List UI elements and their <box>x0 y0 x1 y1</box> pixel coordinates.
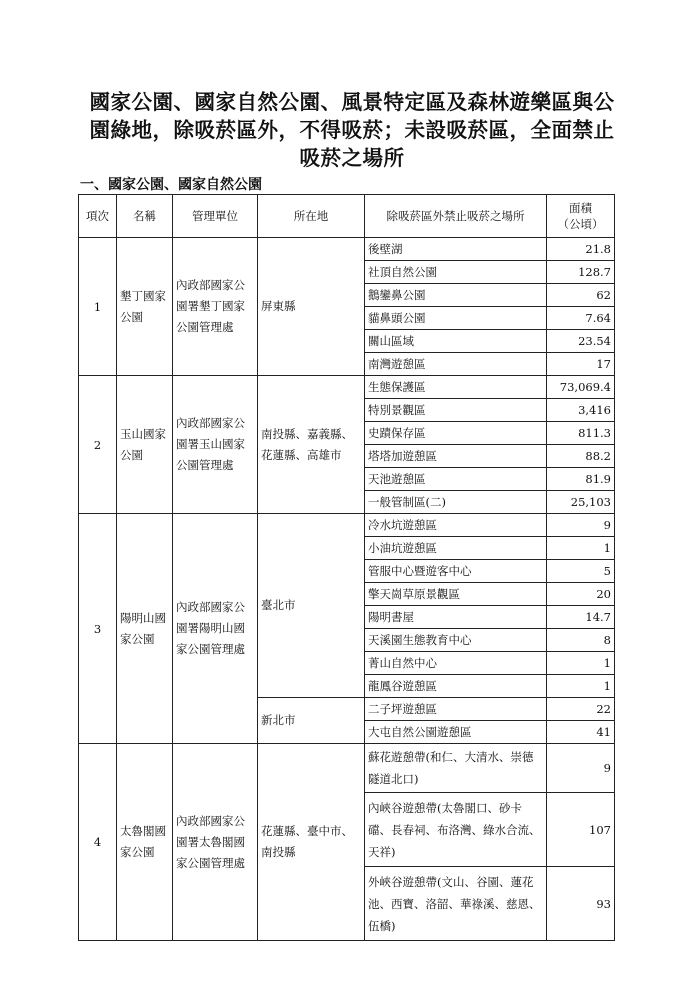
site-name: 菁山自然中心 <box>365 652 547 675</box>
site-area: 93 <box>547 867 615 941</box>
site-area: 107 <box>547 793 615 867</box>
title-line-3: 吸菸之場所 <box>299 146 405 170</box>
park-location-taipei: 臺北市 <box>258 514 365 698</box>
site-area: 41 <box>547 721 615 744</box>
site-name: 塔塔加遊憩區 <box>365 445 547 468</box>
site-name: 史蹟保存區 <box>365 422 547 445</box>
title-line-2: 園綠地，除吸菸區外，不得吸菸；未設吸菸區，全面禁止 <box>89 118 615 142</box>
site-area: 20 <box>547 583 615 606</box>
table-row <box>79 376 615 399</box>
park-agency: 內政部國家公園署陽明山國家公園管理處 <box>173 514 258 744</box>
site-name: 小油坑遊憩區 <box>365 537 547 560</box>
site-area: 21.8 <box>547 238 615 261</box>
site-area: 81.9 <box>547 468 615 491</box>
site-name: 天溪園生態教育中心 <box>365 629 547 652</box>
site-area: 73,069.4 <box>547 376 615 399</box>
site-name: 擎天崗草原景觀區 <box>365 583 547 606</box>
header-name: 名稱 <box>117 195 173 238</box>
site-name: 特別景觀區 <box>365 399 547 422</box>
header-site: 除吸菸區外禁止吸菸之場所 <box>365 195 547 238</box>
park-location: 花蓮縣、臺中市、南投縣 <box>258 744 365 941</box>
site-area: 62 <box>547 284 615 307</box>
site-name: 龍鳳谷遊憩區 <box>365 675 547 698</box>
header-area <box>547 195 615 238</box>
park-no: 2 <box>79 376 117 514</box>
site-name: 鵝鑾鼻公園 <box>365 284 547 307</box>
section-heading: 一、國家公園、國家自然公園 <box>80 177 262 193</box>
table-row <box>79 744 615 793</box>
site-name: 大屯自然公園遊憩區 <box>365 721 547 744</box>
site-name: 社頂自然公園 <box>365 261 547 284</box>
site-area: 1 <box>547 652 615 675</box>
park-agency: 內政部國家公園署墾丁國家公園管理處 <box>173 238 258 376</box>
page-title <box>78 88 626 172</box>
park-name: 玉山國家公園 <box>117 376 173 514</box>
site-name: 冷水坑遊憩區 <box>365 514 547 537</box>
site-name: 一般管制區(二) <box>365 491 547 514</box>
table-header-row <box>79 195 615 238</box>
site-area: 17 <box>547 353 615 376</box>
site-name: 陽明書屋 <box>365 606 547 629</box>
site-area: 128.7 <box>547 261 615 284</box>
site-area: 1 <box>547 675 615 698</box>
park-agency: 內政部國家公園署玉山國家公園管理處 <box>173 376 258 514</box>
site-area: 8 <box>547 629 615 652</box>
site-name: 貓鼻頭公園 <box>365 307 547 330</box>
site-area: 14.7 <box>547 606 615 629</box>
site-name: 南灣遊憩區 <box>365 353 547 376</box>
site-name: 關山區域 <box>365 330 547 353</box>
smoking-ban-table <box>78 194 615 941</box>
header-location: 所在地 <box>258 195 365 238</box>
site-name: 內峽谷遊憩帶(太魯閣口、砂卡礑、長春祠、布洛灣、綠水合流、天祥) <box>365 793 547 867</box>
table-row <box>79 238 615 261</box>
header-agency: 管理單位 <box>173 195 258 238</box>
site-name: 外峽谷遊憩帶(文山、谷園、蓮花池、西寶、洛韶、華祿溪、慈恩、伍橋) <box>365 867 547 941</box>
park-no: 1 <box>79 238 117 376</box>
site-area: 3,416 <box>547 399 615 422</box>
site-area: 9 <box>547 514 615 537</box>
site-name: 二子坪遊憩區 <box>365 698 547 721</box>
site-area: 7.64 <box>547 307 615 330</box>
site-name: 天池遊憩區 <box>365 468 547 491</box>
site-area: 88.2 <box>547 445 615 468</box>
site-area: 811.3 <box>547 422 615 445</box>
park-name: 墾丁國家公園 <box>117 238 173 376</box>
park-no: 3 <box>79 514 117 744</box>
park-no: 4 <box>79 744 117 941</box>
park-name: 陽明山國家公園 <box>117 514 173 744</box>
park-agency: 內政部國家公園署太魯閣國家公園管理處 <box>173 744 258 941</box>
park-name: 太魯閣國家公園 <box>117 744 173 941</box>
site-area: 9 <box>547 744 615 793</box>
title-line-1: 國家公園、國家自然公園、風景特定區及森林遊樂區與公 <box>89 90 615 114</box>
park-location-newtaipei: 新北市 <box>258 698 365 744</box>
site-name: 蘇花遊憩帶(和仁、大清水、崇德隧道北口) <box>365 744 547 793</box>
site-name: 管服中心暨遊客中心 <box>365 560 547 583</box>
site-name: 後壁湖 <box>365 238 547 261</box>
header-area-line1: 面積 <box>569 201 592 215</box>
site-area: 25,103 <box>547 491 615 514</box>
header-area-line2: （公頃） <box>557 217 604 231</box>
park-location: 屏東縣 <box>258 238 365 376</box>
site-area: 23.54 <box>547 330 615 353</box>
park-location: 南投縣、嘉義縣、花蓮縣、高雄市 <box>258 376 365 514</box>
site-name: 生態保護區 <box>365 376 547 399</box>
site-area: 1 <box>547 537 615 560</box>
header-no: 項次 <box>79 195 117 238</box>
site-area: 5 <box>547 560 615 583</box>
site-area: 22 <box>547 698 615 721</box>
table-row <box>79 514 615 537</box>
